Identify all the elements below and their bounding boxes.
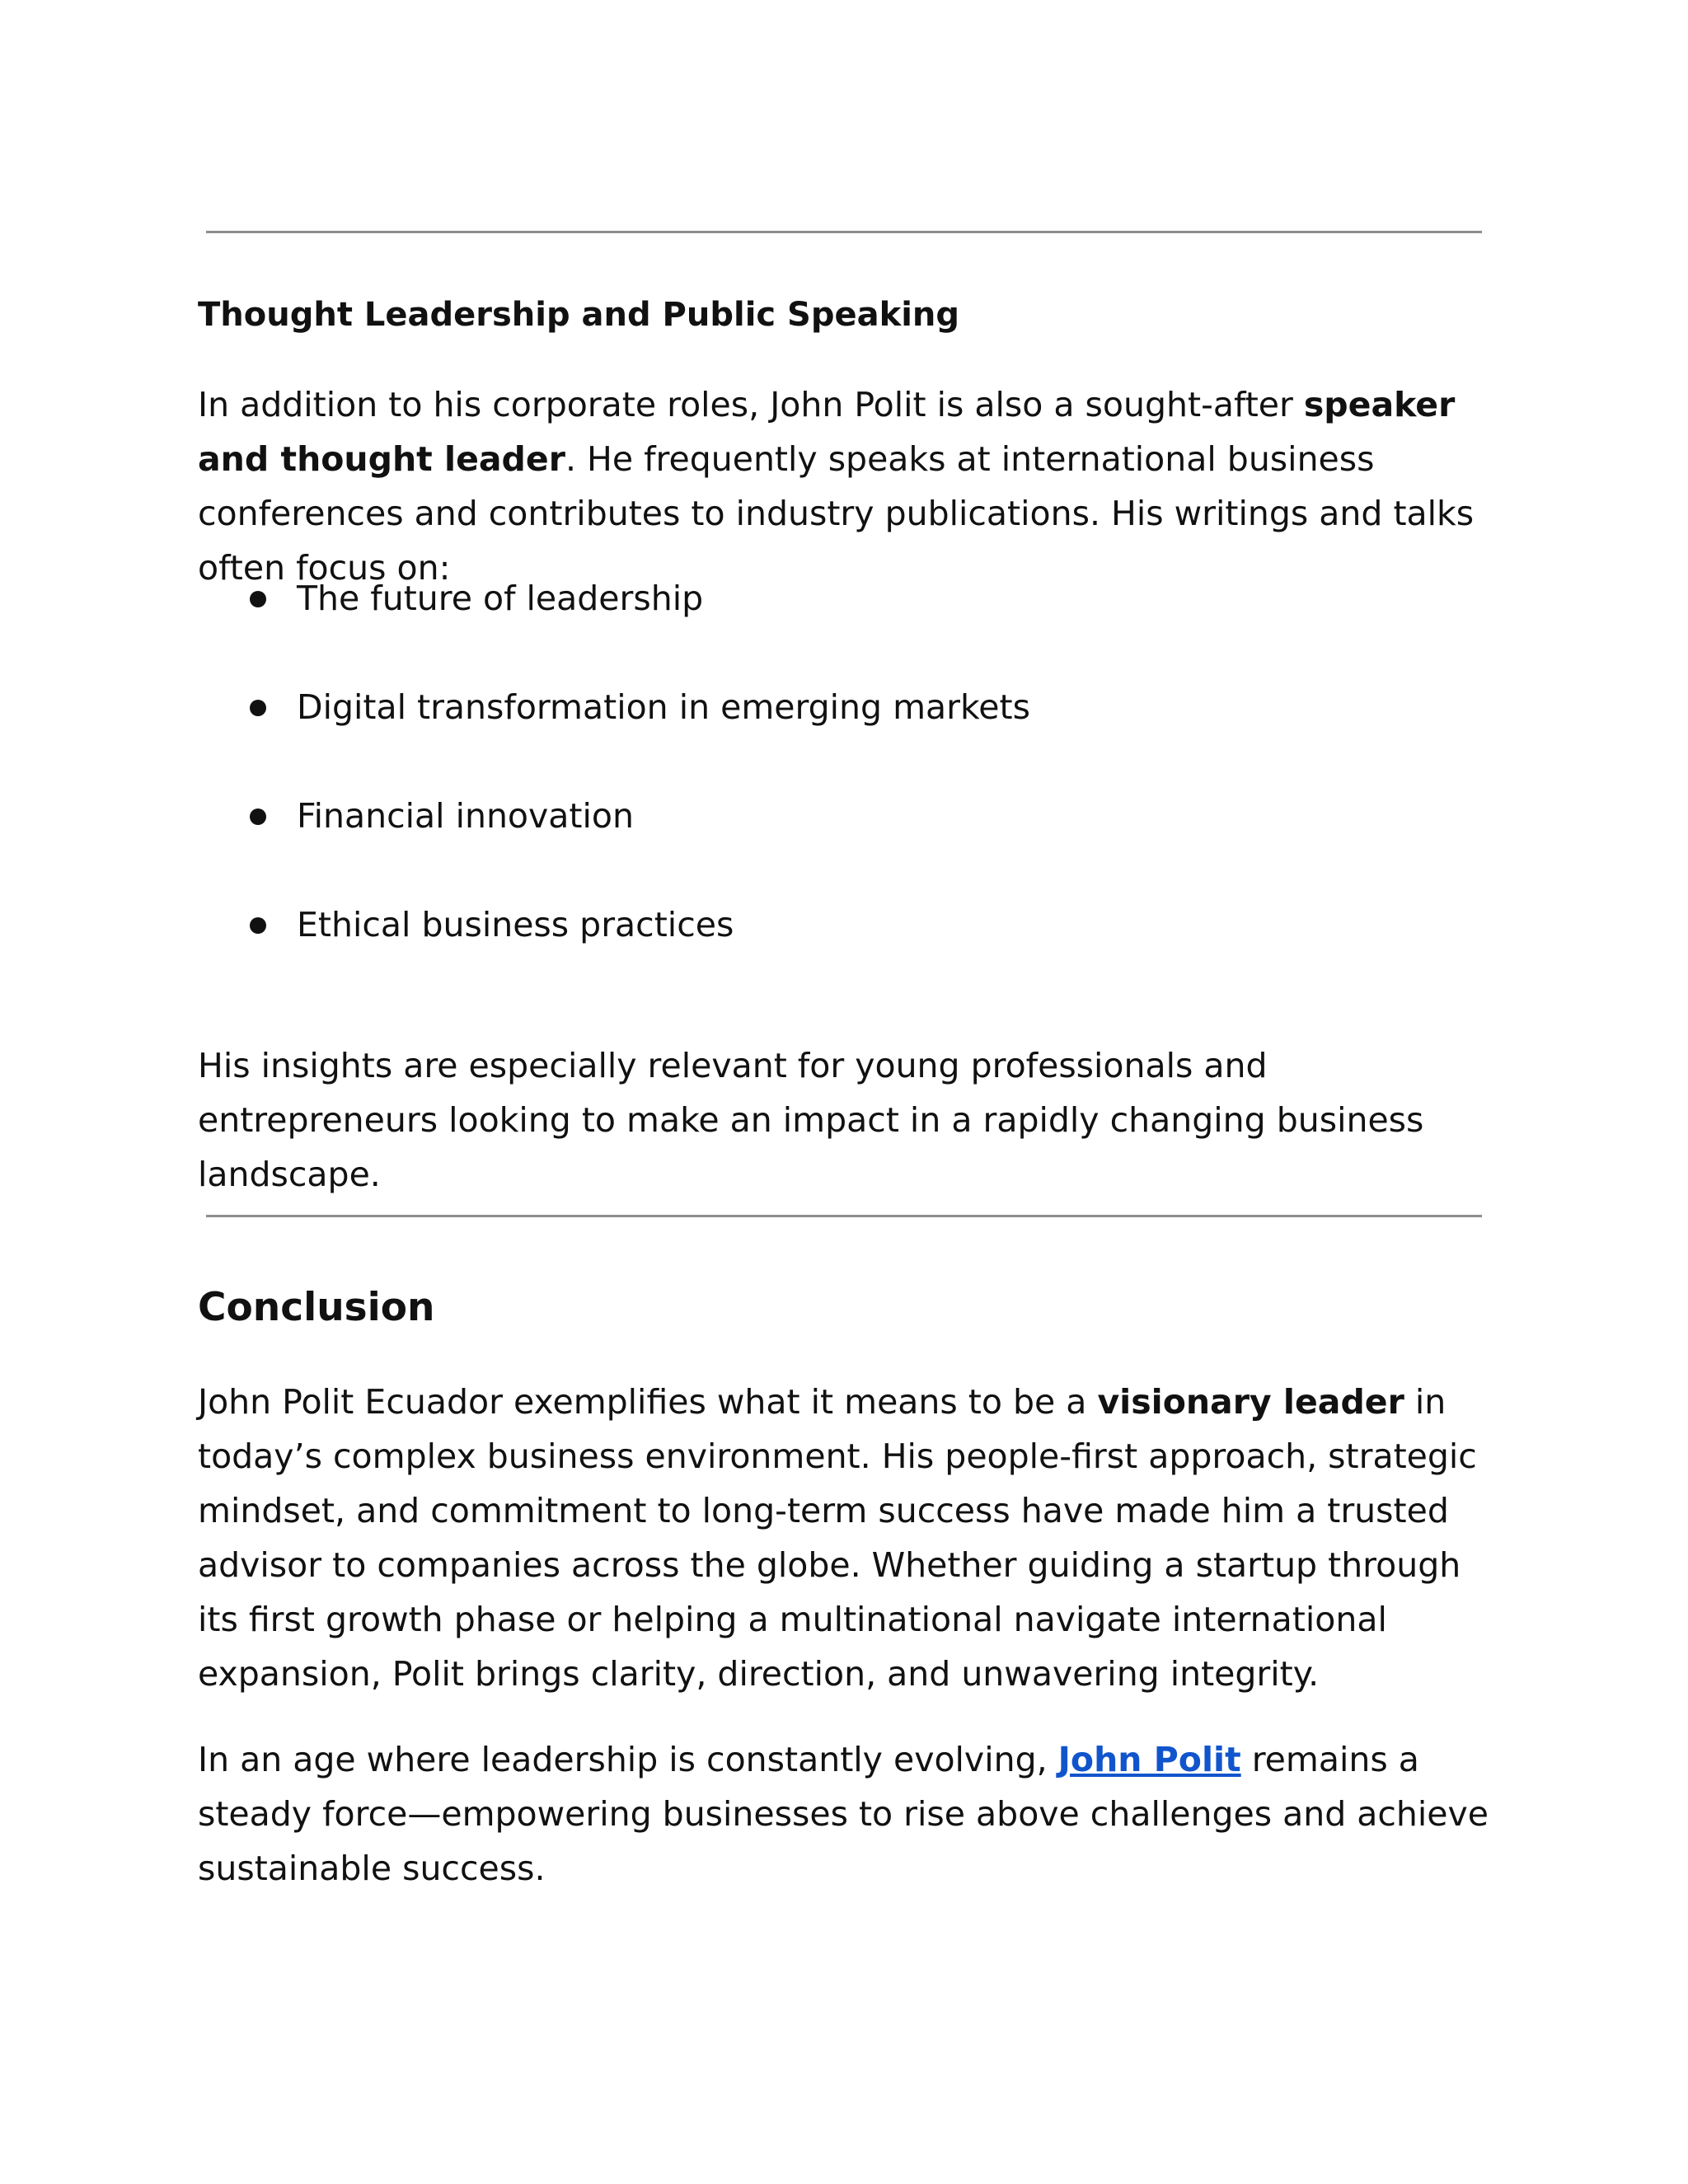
conclusion-text-start: John Polit Ecuador exemplifies what it means to be a <box>198 1382 1098 1422</box>
section-heading: Thought Leadership and Public Speaking <box>198 296 960 334</box>
intro-bold-text: speaker and thought leader <box>198 385 1456 479</box>
bullet-icon <box>250 700 266 716</box>
intro-text-start: In addition to his corporate roles, John Polit is also a sought-after <box>198 385 1304 424</box>
list-item <box>198 789 1352 898</box>
conclusion-heading: Conclusion <box>198 1285 435 1330</box>
conclusion-paragraph <box>198 1375 1492 1701</box>
list-item-text: The future of leadership <box>297 579 704 618</box>
list-item-text: Ethical business practices <box>297 905 734 944</box>
list-item-text: Digital transformation in emerging markets <box>297 687 1030 727</box>
intro-paragraph <box>198 377 1492 595</box>
horizontal-rule <box>206 1215 1482 1217</box>
bullet-icon <box>250 591 266 607</box>
closing-paragraph: His insights are especially relevant for young professionals and entrepreneurs looking to make an impact in a rapidly changing business landscape. <box>198 1046 1424 1194</box>
horizontal-rule <box>206 231 1482 233</box>
list-item-text: Financial innovation <box>297 796 634 836</box>
list-item <box>198 571 1352 680</box>
focus-topics-list <box>198 571 1352 1006</box>
bullet-icon <box>250 808 266 825</box>
conclusion-text-end: in today’s complex business environment. His people-first approach, strategic mindset, and commitment to long-term success have made him a trusted advisor to companies across the globe. Whether guiding a startup through its first growth phase or helping a multinational navigate international expansion, Polit brings clarity, direction, and unwavering integrity. <box>198 1382 1477 1694</box>
list-item <box>198 898 1352 1006</box>
bullet-icon <box>250 917 266 934</box>
final-text-start: In an age where leadership is constantly evolving, <box>198 1740 1058 1779</box>
john-polit-link[interactable]: John Polit <box>1057 1740 1241 1779</box>
intro-text-end: . He frequently speaks at international business conferences and contributes to industry publications. His writings and talks often focus on: <box>198 439 1475 588</box>
final-text-end: remains a steady force—empowering businesses to rise above challenges and achieve sustainable success. <box>198 1740 1489 1888</box>
final-paragraph <box>198 1732 1492 1896</box>
list-item <box>198 680 1352 789</box>
conclusion-bold-text: visionary leader <box>1097 1382 1404 1422</box>
